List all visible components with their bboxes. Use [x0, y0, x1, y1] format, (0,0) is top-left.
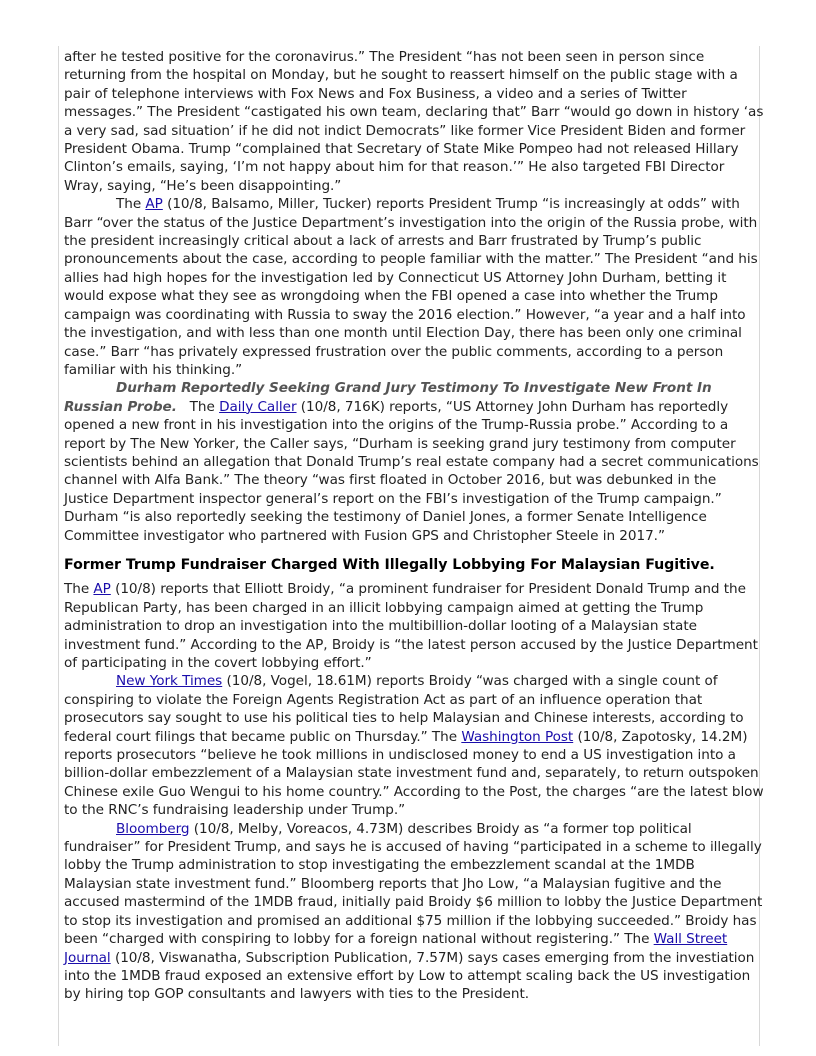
ap-link[interactable]: AP [93, 581, 111, 598]
text-run: (10/8, Vogel, 18.61M) reports Broidy “was charged with a single count of conspiring to violate the Foreign Agents Registration Act as part of an influence operation that prosecutors say sought to use his political ties to help Malaysian and Chinese interests, according to federal court filings that became public on Thursday.” The [64, 673, 744, 745]
text-run: (10/8, Zapotosky, 14.2M) reports prosecutors “believe he took millions in undisclosed money to end a US investigation into a billion-dollar embezzlement of a Malaysian state investment fund and, separately, to return outspoken Chinese exile Guo Wengui to his home country.” According to the Post, the charges “are the latest blow to the RNC’s fundraising leadership under Trump.” [64, 728, 764, 819]
text-run: (10/8, 716K) reports, “US Attorney John Durham has reportedly opened a new front in his investigation into the origins of the Trump-Russia probe.” According to a report by The New Yorker, the Caller says, “Durham is seeking grand jury testimony from computer scientists behind an allegation that Donald Trump’s real estate company had a secret communications channel with Alfa Bank.” The theory “was first floated in October 2016, but was debunked in the Justice Department inspector general’s report on the FBI’s investigation of the Trump campaign.” Durham “is also reportedly seeking the testimony of Daniel Jones, a former Senate Intelligence Committee investigator who partnered with Fusion GPS and Christopher Steele in 2017.” [64, 398, 759, 544]
document-page [58, 46, 764, 1046]
text-run: (10/8, Balsamo, Miller, Tucker) reports President Trump “is increasingly at odds” with Barr “over the status of the Justice Department’s investigation into the origin of the Russia probe, with the president increasingly critical about a lack of arrests and Barr frustrated by Trump’s public pronouncements about the case, according to people familiar with the matter.” The President “and his allies had high hopes for the investigation led by Connecticut US Attorney John Durham, betting it would expose what they see as wrongdoing when the FBI opened a case into whether the Trump campaign was coordinating with Russia to sway the 2016 election.” However, “a year and a half into the investigation, and with less than one month until Election Day, there has been only one criminal case.” Barr “has privately expressed frustration over the public comments, according to a person familiar with his thinking.” [64, 196, 758, 378]
article-body [64, 48, 764, 1004]
new-york-times-link[interactable]: New York Times [116, 673, 223, 690]
daily-caller-link[interactable]: Daily Caller [219, 398, 297, 415]
text-run: (10/8, Melby, Voreacos, 4.73M) describes Broidy as “a former top political fundraiser” for President Trump, and says he is accused of having “participated in a scheme to illegally lobby the Trump administration to stop investigating the embezzlement scandal at the 1MDB Malaysian state investment fund.” Bloomberg reports that Jho Low, “a Malaysian fugitive and the accused mastermind of the 1MDB fraud, initially paid Broidy $6 million to lobby the Justice Department to stop its investigation and promised an additional $75 million if the lobbying succeeded.” Broidy has been “charged with conspiring to lobby for a foreign national without registering.” The [64, 820, 763, 948]
subheading: Durham Reportedly Seeking Grand Jury Testimony To Investigate New Front In Russian Probe. [64, 380, 712, 415]
paragraph-nyt-wapo [64, 672, 764, 819]
wall-street-journal-link[interactable]: Wall Street Journal [64, 931, 728, 966]
paragraph-ap-broidy [64, 580, 764, 672]
washington-post-link[interactable]: Washington Post [461, 728, 574, 745]
text-run: The [176, 398, 220, 415]
paragraph-durham [64, 379, 764, 545]
section-headline: Former Trump Fundraiser Charged With Illegally Lobbying For Malaysian Fugitive. [64, 556, 715, 573]
text-run: The [116, 196, 146, 213]
text-run: The [64, 581, 94, 598]
text-run: (10/8) reports that Elliott Broidy, “a prominent fundraiser for President Donald Trump and the Republican Party, has been charged in an illicit lobbying campaign aimed at getting the Trump administration to drop an investigation into the multibillion-dollar looting of a Malaysian state investment fund.” According to the AP, Broidy is “the latest person accused by the Justice Department of participating in the covert lobbying effort.” [64, 581, 758, 671]
paragraph-trump-interviews: after he tested positive for the coronavirus.” The President “has not been seen in person since returning from the hospital on Monday, but he sought to reassert himself on the public stage with a pair of telephone interviews with Fox News and Fox Business, a video and a series of Twitter messages.” The President “castigated his own team, declaring that” Barr “would go down in history ‘as a very sad, sad situation’ if he did not indict Democrats” like former Vice President Biden and former President Obama. Trump “complained that Secretary of State Mike Pompeo had not released Hillary Clinton’s emails, saying, ‘I’m not happy about him for that reason.’” He also targeted FBI Director Wray, saying, “He’s been disappointing.” [64, 49, 764, 194]
text-run: (10/8, Viswanatha, Subscription Publication, 7.57M) says cases emerging from the investiation into the 1MDB fraud exposed an extensive effort by Low to attempt scaling back the US investigation by hiring top GOP consultants and lawyers with ties to the President. [64, 949, 755, 1003]
bloomberg-link[interactable]: Bloomberg [116, 820, 190, 837]
paragraph-bloomberg-wsj [64, 820, 764, 1004]
ap-link[interactable]: AP [145, 196, 163, 213]
paragraph-ap-barr [64, 195, 764, 379]
